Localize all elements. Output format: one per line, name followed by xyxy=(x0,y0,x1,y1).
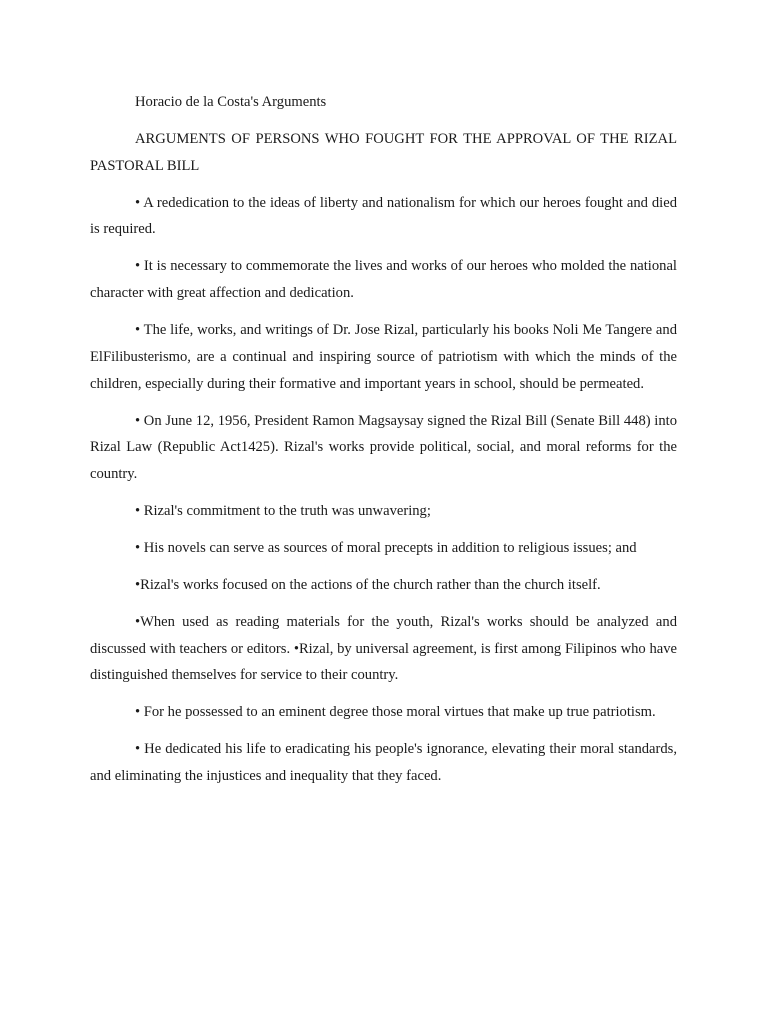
document-title: Horacio de la Costa's Arguments xyxy=(135,94,327,110)
bullet-paragraph: • It is necessary to commemorate the lives and works of our heroes who molded the national character with great affection and dedication. xyxy=(90,258,677,302)
bullet-paragraph: •When used as reading materials for the youth, Rizal's works should be analyzed and discussed with teachers or editors. •Rizal, by universal agreement, is first among Filipinos who have distinguished themselves for service to their country. xyxy=(90,613,677,684)
bullet-paragraph: •Rizal's works focused on the actions of the church rather than the church itself. xyxy=(135,576,601,593)
bullet-paragraph: • A rededication to the ideas of liberty and nationalism for which our heroes fought and died is required. xyxy=(90,194,677,238)
document-heading: ARGUMENTS OF PERSONS WHO FOUGHT FOR THE APPROVAL OF THE RIZAL PASTORAL BILL xyxy=(90,131,677,174)
bullet-paragraph: • He dedicated his life to eradicating his people's ignorance, elevating their moral standards, and eliminating the injustices and inequality that they faced. xyxy=(90,741,677,785)
bullet-paragraph: • The life, works, and writings of Dr. Jose Rizal, particularly his books Noli Me Tangere and ElFilibusterismo, are a continual and inspiring source of patriotism with which the minds of the children, especially during their formative and important years in school, should be permeated. xyxy=(90,322,677,392)
bullet-paragraph: • His novels can serve as sources of moral precepts in addition to religious issues; and xyxy=(135,539,637,556)
bullet-paragraph: • On June 12, 1956, President Ramon Magsaysay signed the Rizal Bill (Senate Bill 448) into Rizal Law (Republic Act1425). Rizal's works provide political, social, and moral reforms for the country. xyxy=(90,412,677,482)
bullet-paragraph: • For he possessed to an eminent degree those moral virtues that make up true patriotism. xyxy=(135,704,656,721)
document-body xyxy=(90,89,677,800)
bullet-paragraph: • Rizal's commitment to the truth was unwavering; xyxy=(135,502,431,519)
